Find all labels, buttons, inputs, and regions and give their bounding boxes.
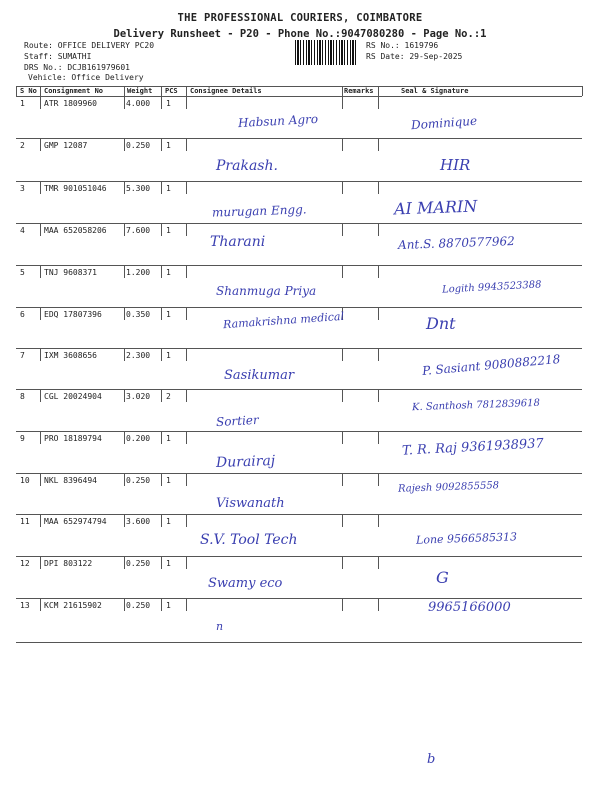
row-weight: 0.250 bbox=[126, 601, 151, 610]
row-sno: 6 bbox=[20, 310, 25, 319]
handwritten-consignee: Prakash. bbox=[216, 158, 278, 174]
handwritten-signature: Dominique bbox=[410, 113, 478, 133]
vehicle-label: Vehicle: Office Delivery bbox=[28, 73, 144, 82]
row-consignment-no: EDQ 17807396 bbox=[44, 310, 102, 319]
row-sno: 2 bbox=[20, 141, 25, 150]
handwritten-consignee: Viswanath bbox=[216, 496, 285, 511]
row-pcs: 2 bbox=[166, 392, 171, 401]
table-row bbox=[16, 473, 582, 514]
staff-label: Staff: SUMATHI bbox=[24, 52, 92, 61]
handwritten-consignee: n bbox=[216, 620, 224, 633]
handwritten-signature: AI MARIN bbox=[393, 196, 478, 219]
row-sno: 1 bbox=[20, 99, 25, 108]
handwritten-consignee: S.V. Tool Tech bbox=[200, 532, 298, 548]
row-sno: 9 bbox=[20, 434, 25, 443]
handwritten-signature: Dnt bbox=[426, 314, 456, 333]
row-pcs: 1 bbox=[166, 99, 171, 108]
row-weight: 0.250 bbox=[126, 141, 151, 150]
row-sno: 11 bbox=[20, 517, 30, 526]
row-consignment-no: MAA 652058206 bbox=[44, 226, 107, 235]
col-pcs: PCS bbox=[165, 87, 178, 95]
row-consignment-no: NKL 8396494 bbox=[44, 476, 97, 485]
barcode-image bbox=[295, 40, 357, 65]
row-pcs: 1 bbox=[166, 268, 171, 277]
row-pcs: 1 bbox=[166, 601, 171, 610]
row-weight: 0.250 bbox=[126, 476, 151, 485]
row-pcs: 1 bbox=[166, 351, 171, 360]
row-weight: 1.200 bbox=[126, 268, 151, 277]
row-sno: 4 bbox=[20, 226, 25, 235]
row-weight: 3.600 bbox=[126, 517, 151, 526]
runsheet-table bbox=[16, 86, 582, 642]
row-consignment-no: KCM 21615902 bbox=[44, 601, 102, 610]
handwritten-consignee: Durairaj bbox=[215, 452, 276, 472]
drs-number: DRS No.: DCJB161979601 bbox=[24, 63, 130, 72]
row-sno: 8 bbox=[20, 392, 25, 401]
row-sno: 13 bbox=[20, 601, 30, 610]
row-pcs: 1 bbox=[166, 310, 171, 319]
row-consignment-no: TMR 901051046 bbox=[44, 184, 107, 193]
handwritten-signature: Logith 9943523388 bbox=[441, 279, 542, 296]
handwritten-consignee: Habsun Agro bbox=[237, 111, 319, 131]
row-pcs: 1 bbox=[166, 517, 171, 526]
row-weight: 3.020 bbox=[126, 392, 151, 401]
handwritten-consignee: Swamy eco bbox=[208, 576, 283, 591]
row-pcs: 1 bbox=[166, 434, 171, 443]
row-consignment-no: ATR 1809960 bbox=[44, 99, 97, 108]
handwritten-consignee: Sasikumar bbox=[224, 368, 295, 383]
handwritten-signature: Lone 9566585313 bbox=[415, 530, 518, 547]
runsheet-subtitle: Delivery Runsheet - P20 - Phone No.:9047080280 - Page No.:1 bbox=[113, 28, 487, 40]
col-sno: S No bbox=[20, 87, 37, 95]
handwritten-signature: T. R. Raj 9361938937 bbox=[401, 436, 545, 459]
col-consignee: Consignee Details bbox=[190, 87, 262, 95]
handwritten-signature: 9965166000 bbox=[428, 600, 511, 615]
row-weight: 4.000 bbox=[126, 99, 151, 108]
row-sno: 5 bbox=[20, 268, 25, 277]
row-sno: 3 bbox=[20, 184, 25, 193]
handwritten-signature: Rajesh 9092855558 bbox=[397, 480, 500, 495]
handwritten-signature: HIR bbox=[440, 156, 471, 174]
handwritten-footer-mark: b bbox=[427, 752, 436, 767]
row-pcs: 1 bbox=[166, 184, 171, 193]
route-label: Route: OFFICE DELIVERY PC20 bbox=[24, 41, 155, 50]
row-weight: 0.350 bbox=[126, 310, 151, 319]
row-weight: 0.250 bbox=[126, 559, 151, 568]
row-pcs: 1 bbox=[166, 476, 171, 485]
row-consignment-no: CGL 20024904 bbox=[44, 392, 102, 401]
rs-date: RS Date: 29-Sep-2025 bbox=[366, 52, 463, 61]
company-title: THE PROFESSIONAL COURIERS, COIMBATORE bbox=[177, 12, 423, 24]
row-consignment-no: IXM 3608656 bbox=[44, 351, 97, 360]
row-weight: 0.200 bbox=[126, 434, 151, 443]
row-consignment-no: TNJ 9608371 bbox=[44, 268, 97, 277]
row-pcs: 1 bbox=[166, 141, 171, 150]
row-consignment-no: DPI 803122 bbox=[44, 559, 93, 568]
row-pcs: 1 bbox=[166, 226, 171, 235]
handwritten-consignee: Sortier bbox=[215, 412, 260, 430]
col-remarks: Remarks bbox=[344, 87, 374, 95]
col-seal: Seal & Signature bbox=[401, 87, 469, 95]
row-sno: 12 bbox=[20, 559, 30, 568]
row-pcs: 1 bbox=[166, 559, 171, 568]
handwritten-consignee: Ramakrishna medical bbox=[222, 309, 345, 332]
row-consignment-no: GMP 12087 bbox=[44, 141, 88, 150]
handwritten-consignee: Shanmuga Priya bbox=[216, 284, 317, 298]
row-weight: 7.600 bbox=[126, 226, 151, 235]
table-row bbox=[16, 138, 582, 181]
row-weight: 5.300 bbox=[126, 184, 151, 193]
row-sno: 7 bbox=[20, 351, 25, 360]
row-consignment-no: PRO 18189794 bbox=[44, 434, 102, 443]
col-weight: Weight bbox=[127, 87, 153, 95]
handwritten-consignee: murugan Engg. bbox=[211, 202, 307, 220]
handwritten-signature: G bbox=[436, 568, 449, 587]
handwritten-signature: P. Sasiant 9080882218 bbox=[421, 351, 561, 379]
handwritten-consignee: Tharani bbox=[210, 234, 266, 250]
handwritten-signature: K. Santhosh 7812839618 bbox=[411, 397, 541, 414]
row-sno: 10 bbox=[20, 476, 30, 485]
row-consignment-no: MAA 652974794 bbox=[44, 517, 107, 526]
row-weight: 2.300 bbox=[126, 351, 151, 360]
rs-number: RS No.: 1619796 bbox=[366, 41, 439, 50]
table-row bbox=[16, 556, 582, 598]
col-consignment: Consignment No bbox=[44, 87, 104, 95]
handwritten-signature: Ant.S. 8870577962 bbox=[397, 233, 516, 253]
